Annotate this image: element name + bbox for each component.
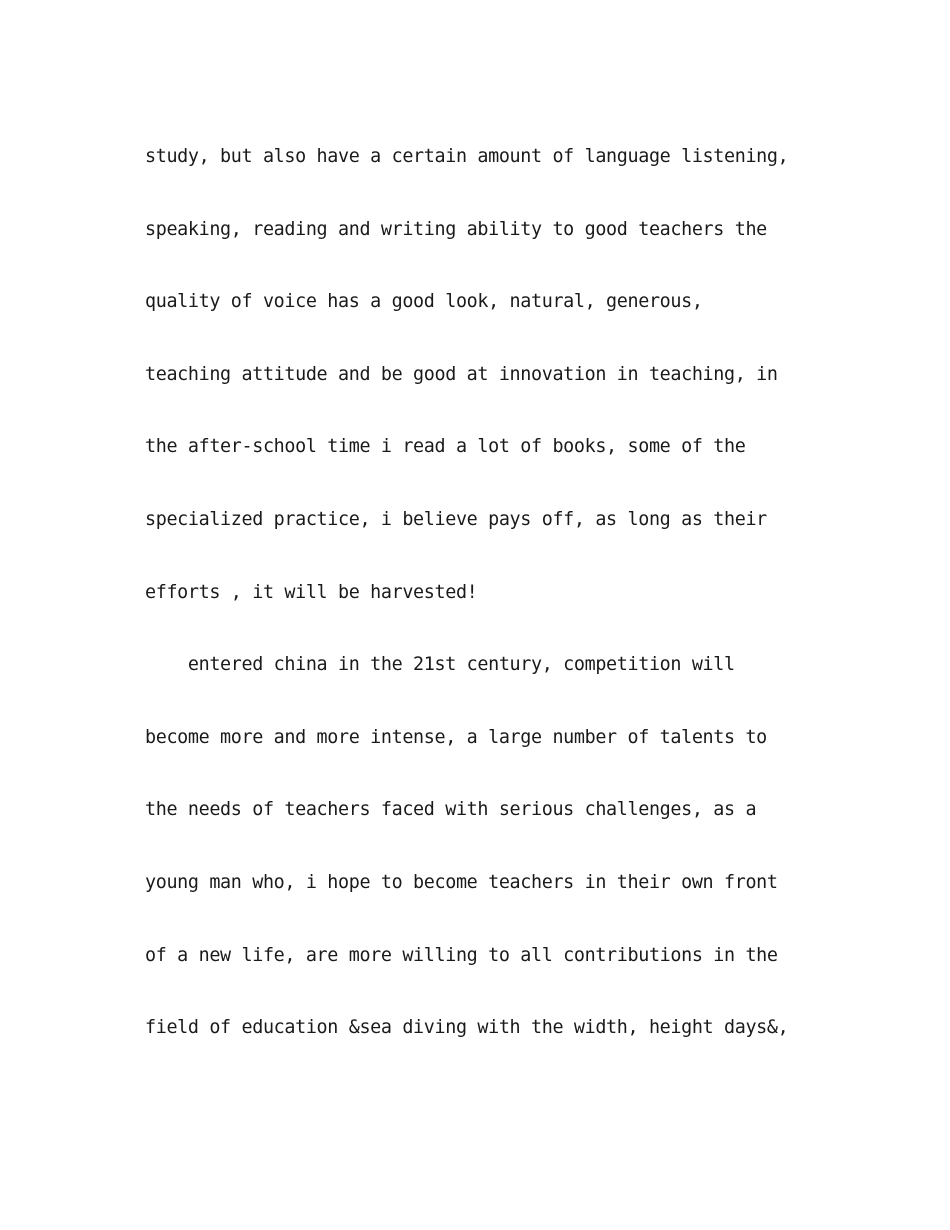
text-line: the needs of teachers faced with serious challenges, as a	[145, 799, 757, 821]
text-line: the after-school time i read a lot of books, some of the	[145, 436, 746, 458]
text-line: efforts , it will be harvested!	[145, 581, 478, 603]
text-line: teaching attitude and be good at innovation in teaching, in	[145, 363, 778, 385]
text-line: study, but also have a certain amount of language listening,	[145, 146, 789, 167]
text-line: field of education &sea diving with the width, height days&,	[145, 1017, 789, 1039]
text-line: specialized practice, i believe pays off, as long as their	[145, 508, 767, 530]
text-line: of a new life, are more willing to all contributions in the	[145, 944, 778, 966]
text-line: young man who, i hope to become teachers in their own front	[145, 871, 778, 893]
text-line: entered china in the 21st century, competition will	[145, 654, 735, 676]
text-line: speaking, reading and writing ability to good teachers the	[145, 218, 767, 240]
text-line: become more and more intense, a large number of talents to	[145, 726, 767, 748]
document-body-text	[145, 121, 825, 1065]
text-line: quality of voice has a good look, natural, generous,	[145, 291, 703, 313]
